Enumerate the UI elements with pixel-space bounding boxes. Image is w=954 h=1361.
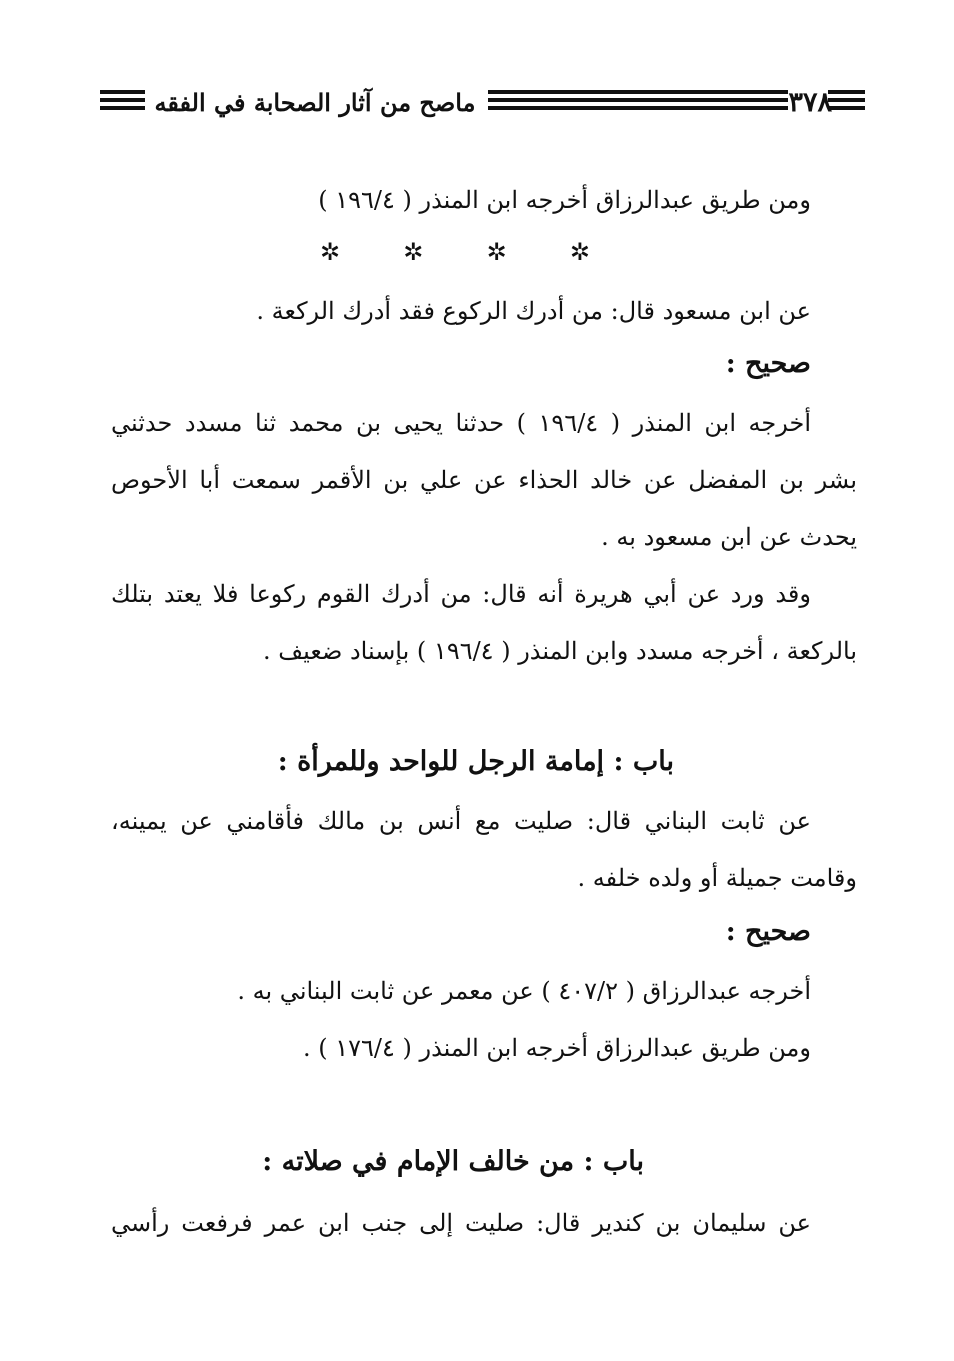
text-line: ومن طريق عبدالرزاق أخرجه ابن المنذر ( ١٧٦/٤ ) . xyxy=(302,1034,811,1062)
star-ornament-icon: ✲ xyxy=(569,238,590,266)
page-number: ٣٧٨ xyxy=(788,87,832,118)
text-line: وقد ورد عن أبي هريرة أنه قال: من أدرك القوم ركوعا فلا يعتد بتلك xyxy=(111,580,811,608)
page-header xyxy=(100,86,865,120)
header-rule-right xyxy=(828,90,865,110)
text-line: بشر بن المفضل عن خالد الحذاء عن علي بن الأقمر سمعت أبا الأحوص xyxy=(111,466,857,494)
text-line: عن ثابت البناني قال: صليت مع أنس بن مالك فأقامني عن يمينه، xyxy=(111,807,811,835)
book-title: ماصح من آثار الصحابة في الفقه xyxy=(154,88,476,117)
section-separator xyxy=(320,238,590,268)
text-line: وقامت جميلة أو ولده خلفه . xyxy=(577,864,857,892)
text-line: أخرجه ابن المنذر ( ١٩٦/٤ ) حدثنا يحيى بن محمد ثنا مسدد حدثني xyxy=(111,409,811,437)
chapter-heading: باب : من خالف الإمام في صلاته : xyxy=(262,1146,644,1177)
header-rule-left xyxy=(100,90,145,110)
text-line: أخرجه عبدالرزاق ( ٤٠٧/٢ ) عن معمر عن ثابت البناني به . xyxy=(237,977,811,1005)
text-line: ومن طريق عبدالرزاق أخرجه ابن المنذر ( ١٩٦/٤ ) xyxy=(318,186,811,214)
star-ornament-icon: ✲ xyxy=(486,238,507,266)
text-line: عن سليمان بن كندير قال: صليت إلى جنب ابن عمر فرفعت رأسي xyxy=(111,1209,811,1237)
text-line: يحدث عن ابن مسعود به . xyxy=(601,523,857,551)
text-line: عن ابن مسعود قال: من أدرك الركوع فقد أدرك الركعة . xyxy=(256,297,811,325)
chapter-heading: باب : إمامة الرجل للواحد وللمرأة : xyxy=(277,746,674,777)
star-ornament-icon: ✲ xyxy=(403,238,424,266)
text-line: بالركعة ، أخرجه مسدد وابن المنذر ( ١٩٦/٤ ) بإسناد ضعيف . xyxy=(263,637,857,665)
header-rule-middle xyxy=(488,90,788,110)
grade-label: صحيح : xyxy=(725,348,811,379)
grade-label: صحيح : xyxy=(725,916,811,947)
star-ornament-icon: ✲ xyxy=(320,238,341,266)
